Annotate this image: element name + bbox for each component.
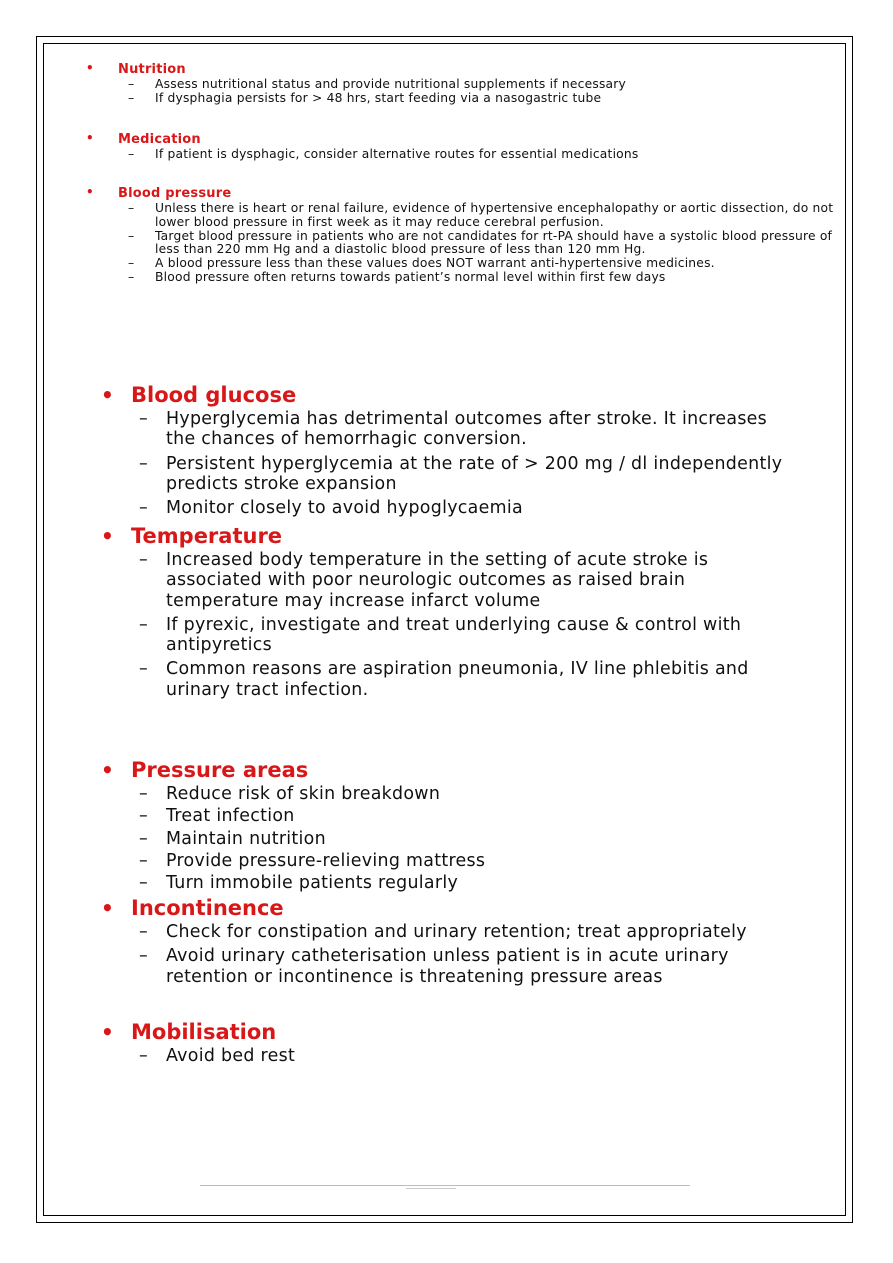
- item-text: If patient is dysphagic, consider alternative routes for essential medications: [155, 147, 639, 161]
- list-item: [139, 829, 801, 849]
- dash-icon: –: [139, 850, 148, 871]
- item-text: Unless there is heart or renal failure, evidence of hypertensive encephalopathy or aortic dissection, do not lower blood pressure in first week as it may reduce cerebral perfusion.: [155, 201, 834, 229]
- list-item: [128, 202, 852, 229]
- section-pressure-areas: [101, 756, 801, 895]
- list-item: [139, 946, 801, 987]
- list-item: [139, 615, 801, 656]
- list-item: [139, 550, 801, 611]
- section-mobilisation: [101, 1018, 801, 1070]
- dash-icon: –: [139, 873, 148, 894]
- dash-icon: –: [139, 806, 148, 827]
- dash-icon: –: [139, 453, 148, 474]
- bullet-icon: •: [101, 524, 114, 548]
- item-text: Maintain nutrition: [166, 828, 326, 849]
- list-item: [128, 78, 856, 92]
- item-text: Assess nutritional status and provide nutritional supplements if necessary: [155, 77, 627, 91]
- list-item: [139, 1046, 801, 1066]
- dash-icon: –: [139, 946, 148, 967]
- list-item: [128, 148, 856, 162]
- list-item: [139, 806, 801, 826]
- dash-icon: –: [128, 228, 135, 243]
- list-item: [139, 659, 801, 700]
- list-item: [139, 409, 801, 450]
- dash-icon: –: [139, 828, 148, 849]
- list-item: [139, 851, 801, 871]
- item-list: [101, 922, 801, 987]
- list-item: [139, 498, 801, 518]
- section-temperature: [101, 522, 801, 704]
- item-text: Common reasons are aspiration pneumonia, IV line phlebitis and urinary tract infection.: [166, 659, 749, 700]
- item-text: Turn immobile patients regularly: [166, 873, 459, 894]
- list-item: [128, 230, 852, 257]
- item-text: Avoid urinary catheterisation unless patient is in acute urinary retention or incontinence is threatening pressure areas: [166, 946, 729, 987]
- footer-divider-accent: [406, 1188, 456, 1189]
- bullet-icon: •: [101, 383, 114, 407]
- item-text: Monitor closely to avoid hypoglycaemia: [166, 498, 523, 519]
- footer-divider: [200, 1185, 690, 1186]
- dash-icon: –: [139, 784, 148, 804]
- bullet-icon: •: [86, 185, 94, 199]
- section-medication: [86, 131, 856, 162]
- dash-icon: –: [139, 614, 148, 635]
- list-item: [139, 873, 801, 893]
- dash-icon: –: [139, 1046, 148, 1066]
- item-list: [101, 550, 801, 700]
- item-text: If pyrexic, investigate and treat underlying cause & control with antipyretics: [166, 614, 742, 656]
- dash-icon: –: [139, 922, 148, 942]
- dash-icon: –: [128, 270, 135, 284]
- section-heading: Blood glucose: [131, 383, 297, 407]
- item-list: [101, 1046, 801, 1066]
- dash-icon: –: [128, 201, 135, 215]
- section-heading: Temperature: [131, 524, 283, 548]
- item-list: [86, 148, 856, 162]
- item-text: Increased body temperature in the setting of acute stroke is associated with poor neurologic outcomes as raised brain temperature may increase infarct volume: [166, 550, 709, 611]
- item-text: Check for constipation and urinary retention; treat appropriately: [166, 922, 747, 942]
- bullet-icon: •: [101, 896, 114, 920]
- bullet-icon: •: [101, 1020, 114, 1044]
- item-text: Persistent hyperglycemia at the rate of > 200 mg / dl independently predicts stroke expansion: [166, 453, 783, 494]
- list-item: [139, 784, 801, 804]
- dash-icon: –: [139, 409, 148, 429]
- section-blood-glucose: [101, 381, 801, 522]
- section-heading: Incontinence: [131, 896, 284, 920]
- section-heading: Pressure areas: [131, 758, 309, 782]
- dash-icon: –: [139, 659, 148, 680]
- section-heading: Nutrition: [118, 62, 186, 77]
- list-item: [139, 922, 801, 942]
- bullet-icon: •: [86, 131, 94, 145]
- dash-icon: –: [139, 498, 148, 519]
- section-heading: Blood pressure: [118, 186, 232, 201]
- item-text: If dysphagia persists for > 48 hrs, start feeding via a nasogastric tube: [155, 91, 602, 105]
- item-text: Avoid bed rest: [166, 1046, 296, 1066]
- list-item: [128, 271, 852, 285]
- item-text: Blood pressure often returns towards patient’s normal level within first few days: [155, 270, 666, 284]
- dash-icon: –: [128, 77, 135, 91]
- dash-icon: –: [128, 91, 135, 105]
- bullet-icon: •: [101, 758, 114, 782]
- item-text: Hyperglycemia has detrimental outcomes after stroke. It increases the chances of hemorrhagic conversion.: [166, 409, 768, 450]
- list-item: [128, 257, 852, 271]
- item-list: [86, 202, 852, 285]
- item-text: Provide pressure-relieving mattress: [166, 850, 486, 871]
- item-text: Target blood pressure in patients who are not candidates for rt-PA should have a systolic blood pressure of less than 220 mm Hg and a diastolic blood pressure of less than 120 mm Hg.: [155, 228, 833, 256]
- section-heading: Medication: [118, 132, 201, 147]
- section-incontinence: [101, 894, 801, 991]
- item-text: Treat infection: [166, 806, 295, 827]
- item-list: [86, 78, 856, 106]
- dash-icon: –: [128, 147, 135, 161]
- dash-icon: –: [139, 550, 148, 570]
- list-item: [139, 454, 801, 495]
- bullet-icon: •: [86, 61, 94, 75]
- item-text: A blood pressure less than these values does NOT warrant anti-hypertensive medicines.: [155, 256, 715, 270]
- item-text: Reduce risk of skin breakdown: [166, 784, 441, 804]
- section-heading: Mobilisation: [131, 1020, 277, 1044]
- list-item: [128, 92, 856, 106]
- section-blood-pressure: [86, 185, 852, 285]
- item-list: [101, 784, 801, 893]
- dash-icon: –: [128, 256, 135, 270]
- section-nutrition: [86, 61, 856, 106]
- item-list: [101, 409, 801, 518]
